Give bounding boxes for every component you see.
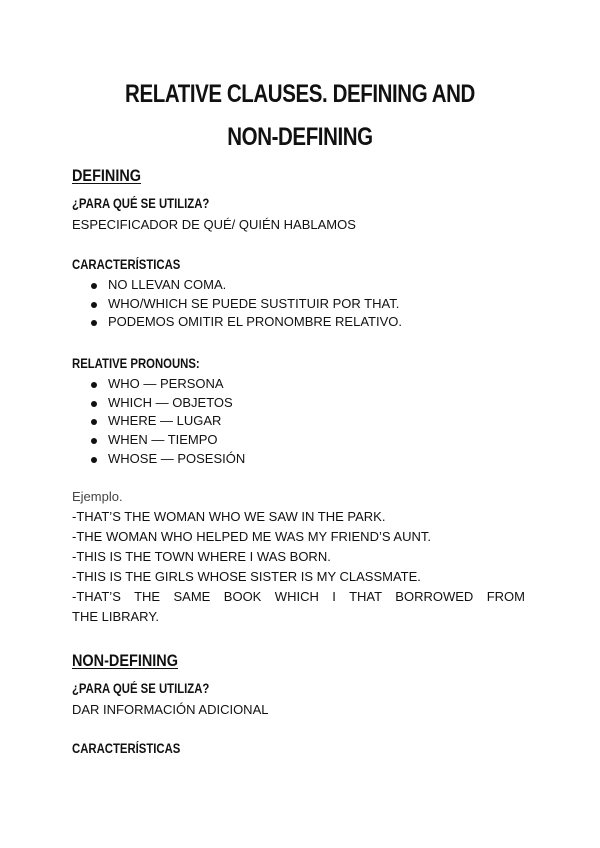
non-defining-features-heading: CARACTERÍSTICAS — [72, 741, 181, 756]
document-title-line-1: RELATIVE CLAUSES. DEFINING AND — [125, 80, 475, 108]
examples-block — [72, 487, 525, 627]
defining-features-heading: CARACTERÍSTICAS — [72, 257, 181, 272]
list-item: WHICH — OBJETOS — [72, 394, 245, 413]
non-defining-use-question: ¿PARA QUÉ SE UTILIZA? — [72, 681, 210, 696]
example-sentence: -THE WOMAN WHO HELPED ME WAS MY FRIEND’S AUNT. — [72, 529, 431, 544]
example-sentence-continuation: THE LIBRARY. — [72, 609, 159, 624]
example-sentence: -THIS IS THE GIRLS WHOSE SISTER IS MY CLASSMATE. — [72, 569, 421, 584]
list-item: WHEN — TIEMPO — [72, 431, 245, 450]
list-item: WHO — PERSONA — [72, 375, 245, 394]
defining-use-question: ¿PARA QUÉ SE UTILIZA? — [72, 196, 210, 211]
defining-heading: DEFINING — [72, 166, 142, 185]
relative-pronouns-heading: RELATIVE PRONOUNS: — [72, 356, 200, 371]
defining-use-answer: ESPECIFICADOR DE QUÉ/ QUIÉN HABLAMOS — [72, 217, 356, 232]
list-item: WHOSE — POSESIÓN — [72, 450, 245, 469]
non-defining-use-answer: DAR INFORMACIÓN ADICIONAL — [72, 702, 269, 717]
list-item: WHO/WHICH SE PUEDE SUSTITUIR POR THAT. — [72, 295, 402, 314]
defining-features-list — [72, 276, 402, 332]
example-label: Ejemplo. — [72, 489, 123, 504]
list-item: WHERE — LUGAR — [72, 412, 245, 431]
example-sentence: -THAT’S THE SAME BOOK WHICH I THAT BORROWED FROM — [72, 589, 525, 604]
relative-pronouns-list — [72, 375, 245, 468]
document-title-line-2: NON-DEFINING — [227, 123, 373, 151]
example-sentence: -THAT’S THE WOMAN WHO WE SAW IN THE PARK. — [72, 509, 386, 524]
list-item: PODEMOS OMITIR EL PRONOMBRE RELATIVO. — [72, 313, 402, 332]
example-sentence: -THIS IS THE TOWN WHERE I WAS BORN. — [72, 549, 331, 564]
non-defining-heading: NON-DEFINING — [72, 651, 178, 670]
list-item: NO LLEVAN COMA. — [72, 276, 402, 295]
